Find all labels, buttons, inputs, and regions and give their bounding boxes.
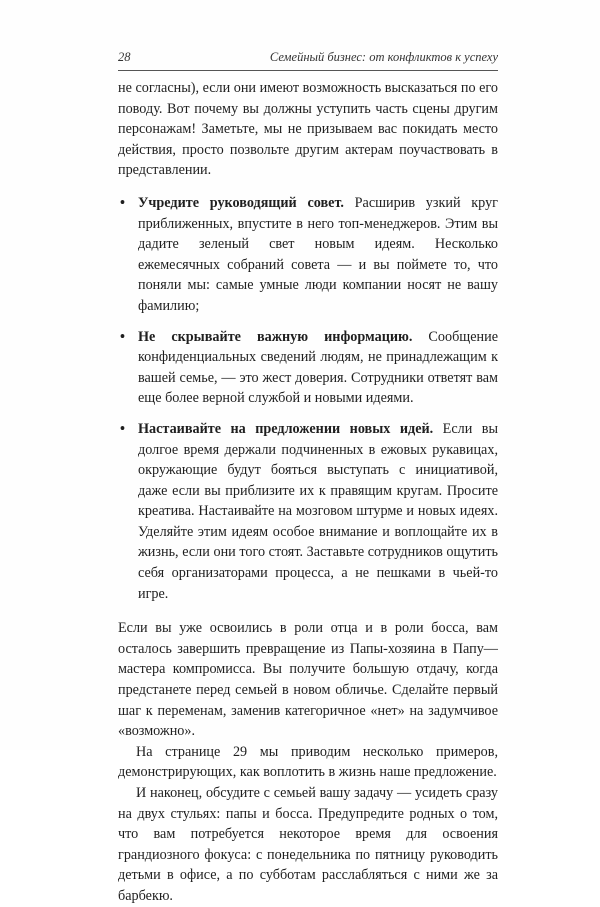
bullet-item-ideas — [118, 419, 498, 604]
body-text — [118, 78, 498, 907]
bullet-icon: • — [120, 194, 125, 211]
bullet-text: Расширив узкий круг приближенных, впустите в него топ-менеджеров. Этим вы дадите зеленый свет новым идеям. Несколько ежемесячных собраний совета — и вы поймете то, что поняли мы: самые умные люди компании носят не вашу фамилию; — [138, 194, 498, 314]
bullet-item-council — [118, 193, 498, 317]
bullet-text: Если вы долгое время держали подчиненных в ежовых рукавицах, окружающие будут бояться выступать с инициативой, даже если вы приблизите их к правящим кругам. Просите креатива. Настаивайте на мозговом штурме и новых идеях. Уделяйте этим идеям особое внимание и воплощайте их в жизнь, если они того стоят. Заставьте сотрудников ощутить себя организаторами процесса, а не пешками в чьей-то игре. — [138, 420, 498, 602]
paragraph-roles: Если вы уже освоились в роли отца и в роли босса, вам осталось завершить превращение из Папы-хозяина в Папу—мастера компромисса. Вы получите большую отдачу, когда предстанете перед семьей в новом обличье. Сделайте первый шаг к переменам, заменив категоричное «нет» на задумчивое «возможно». — [118, 620, 498, 740]
bullet-text: Сообщение конфиденциальных сведений людям, не принадлежащим к вашей семье, — это жест доверия. Сотрудники ответят вам еще более верной службой и новыми идеями. — [138, 328, 499, 407]
header-divider — [118, 70, 498, 71]
running-header — [118, 50, 498, 68]
bullet-icon: • — [120, 420, 125, 437]
paragraph-intro: не согласны), если они имеют возможность высказаться по его поводу. Вот почему вы должны уступить часть сцены другим персонажам! Заметьте, мы не призываем вас покидать место действия, просто позвольте другим актерам поучаствовать в представлении. — [118, 80, 498, 179]
paragraph-examples: На странице 29 мы приводим несколько примеров, демонстрирующих, как воплотить в жизнь наше предложение. — [118, 743, 498, 781]
running-title: Семейный бизнес: от конфликтов к успеху — [269, 50, 498, 64]
bullet-lead: Настаивайте на предложении новых идей. — [138, 420, 434, 437]
bullet-list — [118, 193, 498, 604]
bullet-icon: • — [120, 328, 125, 345]
bullet-lead: Учредите руководящий совет. — [138, 194, 344, 211]
paragraph-conclusion: И наконец, обсудите с семьей вашу задачу — усидеть сразу на двух стульях: папы и босса. Предупредите родных о том, что вам потребуется некоторое время для освоения грандиозного фокуса: с понедельника по пятницу руководить детьми в офисе, а по субботам расслабляться с ними же за барбекю. — [118, 785, 498, 904]
page-number: 28 — [118, 50, 131, 64]
bullet-item-information — [118, 327, 498, 409]
bullet-lead: Не скрывайте важную информацию. — [138, 328, 413, 345]
